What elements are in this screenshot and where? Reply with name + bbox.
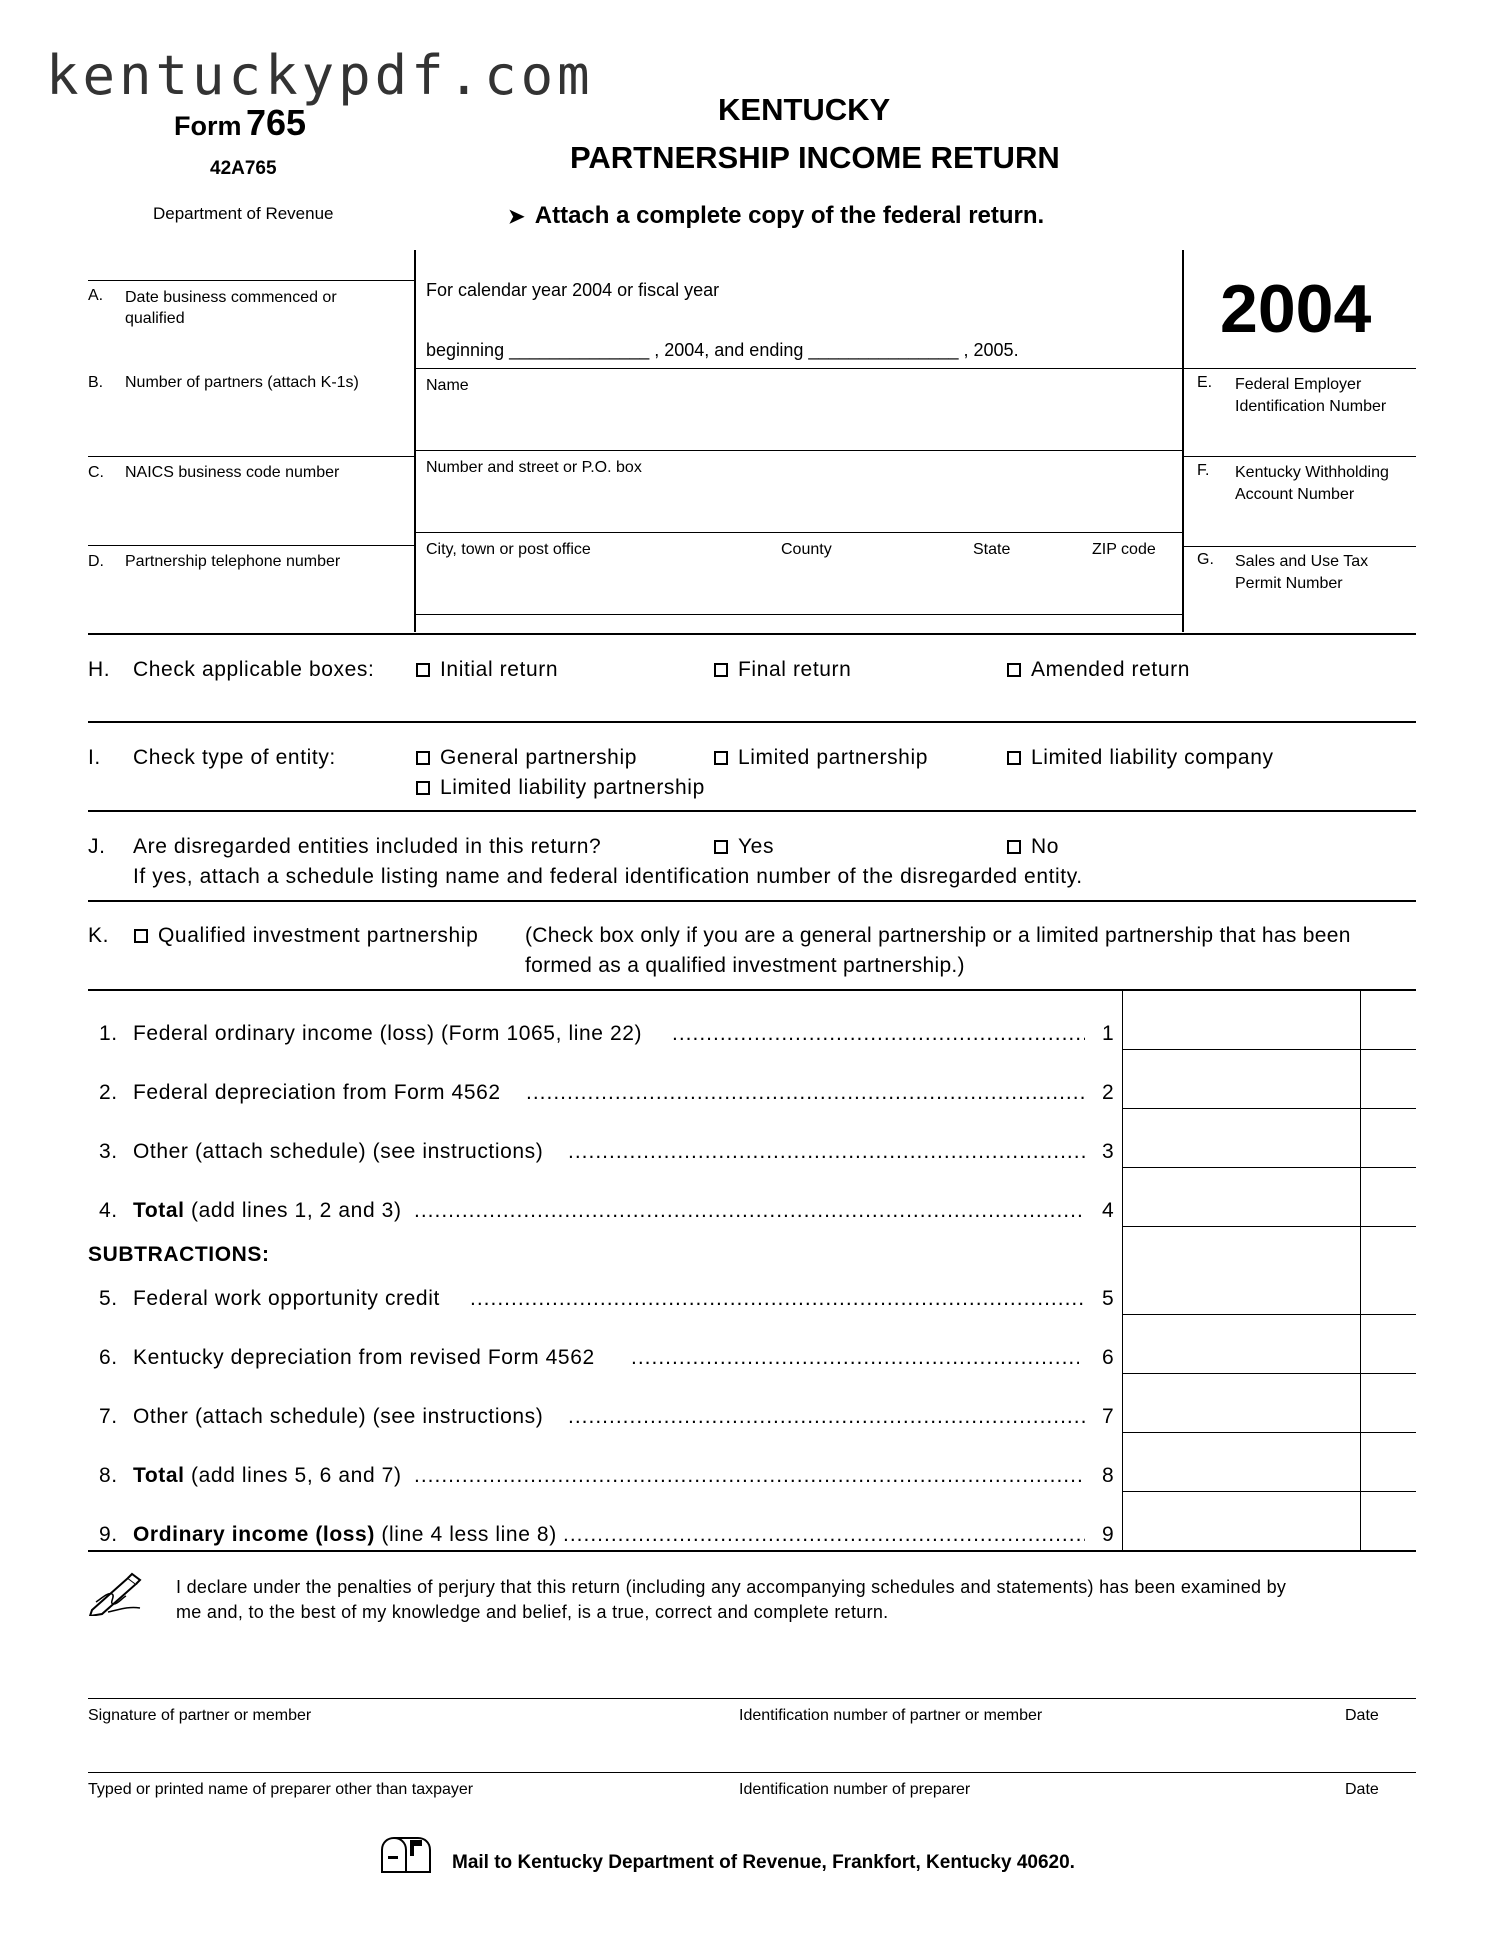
leader-dots bbox=[414, 1464, 1085, 1488]
divider bbox=[88, 989, 1416, 991]
line-ref: 1 bbox=[1102, 1022, 1115, 1045]
mailbox-icon bbox=[380, 1836, 432, 1881]
line-ref: 6 bbox=[1102, 1346, 1115, 1369]
divider bbox=[414, 614, 1182, 615]
leader-dots bbox=[568, 1405, 1085, 1429]
no-label: No bbox=[1031, 835, 1060, 858]
field-f-letter: F. bbox=[1197, 462, 1210, 479]
divider bbox=[1122, 1049, 1416, 1050]
line-text bbox=[133, 1523, 557, 1547]
checkbox-square[interactable] bbox=[714, 840, 728, 854]
line-text bbox=[133, 1464, 402, 1488]
street-field-label: Number and street or P.O. box bbox=[426, 459, 642, 476]
line-desc: Federal ordinary income (loss) (Form 1065, line 22) bbox=[133, 1022, 643, 1045]
section-j-letter: J. bbox=[88, 835, 106, 858]
divider bbox=[1122, 1167, 1416, 1168]
field-b-label: Number of partners (attach K-1s) bbox=[125, 374, 359, 391]
line-desc: (add lines 5, 6 and 7) bbox=[191, 1464, 402, 1487]
field-g-letter: G. bbox=[1197, 551, 1214, 568]
line-desc: Kentucky depreciation from revised Form 4562 bbox=[133, 1346, 595, 1369]
line-number: 3. bbox=[99, 1140, 118, 1163]
line-ref: 2 bbox=[1102, 1081, 1115, 1104]
section-i-letter: I. bbox=[88, 746, 101, 769]
form-word: Form bbox=[174, 111, 242, 141]
leader-dots bbox=[414, 1199, 1085, 1223]
line-number: 4. bbox=[99, 1199, 118, 1222]
field-c-letter: C. bbox=[88, 464, 104, 481]
cents-column-border bbox=[1360, 990, 1361, 1550]
section-h-letter: H. bbox=[88, 658, 111, 681]
leader-dots bbox=[526, 1081, 1085, 1105]
divider bbox=[1122, 1314, 1416, 1315]
amended-return-label: Amended return bbox=[1031, 658, 1190, 681]
line-9-amount[interactable] bbox=[1130, 1523, 1350, 1549]
name-field-label: Name bbox=[426, 377, 469, 394]
line-number: 5. bbox=[99, 1287, 118, 1310]
limited-partnership-checkbox[interactable] bbox=[714, 746, 928, 770]
watermark: kentuckypdf.com bbox=[46, 44, 594, 107]
attach-note bbox=[508, 202, 1044, 230]
pen-signature-icon bbox=[88, 1572, 144, 1621]
subtractions-heading: SUBTRACTIONS: bbox=[88, 1243, 270, 1266]
attach-note-text: Attach a complete copy of the federal return. bbox=[534, 202, 1045, 229]
divider bbox=[88, 280, 414, 281]
line-desc: (add lines 1, 2 and 3) bbox=[191, 1199, 402, 1222]
divider bbox=[414, 450, 1182, 451]
section-j-label: Are disregarded entities included in this return? bbox=[133, 835, 602, 858]
field-g-label: Sales and Use Tax Permit Number bbox=[1235, 553, 1369, 592]
line-4-amount[interactable] bbox=[1130, 1199, 1350, 1225]
divider bbox=[88, 900, 1416, 902]
line-desc: Federal depreciation from Form 4562 bbox=[133, 1081, 501, 1104]
line-text bbox=[133, 1199, 402, 1223]
divider bbox=[88, 721, 1416, 723]
form-number: 765 bbox=[245, 102, 307, 143]
line-desc: (line 4 less line 8) bbox=[381, 1523, 557, 1546]
line-text bbox=[133, 1022, 642, 1046]
mail-to-text: Mail to Kentucky Department of Revenue, Frankfort, Kentucky 40620. bbox=[452, 1852, 1075, 1873]
divider bbox=[1122, 1108, 1416, 1109]
line-ref: 4 bbox=[1102, 1199, 1115, 1222]
line-5-amount[interactable] bbox=[1130, 1287, 1350, 1313]
final-return-checkbox[interactable] bbox=[714, 658, 851, 682]
initial-return-label: Initial return bbox=[440, 658, 559, 681]
tax-year: 2004 bbox=[1220, 271, 1372, 347]
llp-checkbox[interactable] bbox=[416, 776, 705, 800]
form-title-line1: KENTUCKY bbox=[718, 92, 891, 127]
divider bbox=[1182, 546, 1416, 547]
divider bbox=[88, 633, 1416, 635]
section-i-label: Check type of entity: bbox=[133, 746, 336, 769]
limited-partnership-label: Limited partnership bbox=[738, 746, 928, 769]
form-title-line2: PARTNERSHIP INCOME RETURN bbox=[570, 140, 1060, 175]
line-ref: 7 bbox=[1102, 1405, 1115, 1428]
city-field-label: City, town or post office bbox=[426, 541, 591, 558]
divider bbox=[88, 810, 1416, 812]
line-text bbox=[133, 1140, 543, 1164]
line-7-amount[interactable] bbox=[1130, 1405, 1350, 1431]
divider bbox=[1182, 250, 1184, 632]
divider bbox=[88, 456, 414, 457]
line-ref: 3 bbox=[1102, 1140, 1115, 1163]
zip-field-label: ZIP code bbox=[1092, 541, 1156, 558]
department-label: Department of Revenue bbox=[153, 204, 334, 223]
line-desc: Other (attach schedule) (see instructions) bbox=[133, 1405, 544, 1428]
line-bold: Ordinary income (loss) bbox=[133, 1523, 375, 1546]
divider bbox=[88, 545, 414, 546]
divider bbox=[414, 250, 416, 632]
checkbox-square[interactable] bbox=[1007, 751, 1021, 765]
llp-label: Limited liability partnership bbox=[440, 776, 705, 799]
line-number: 6. bbox=[99, 1346, 118, 1369]
qip-checkbox[interactable] bbox=[134, 924, 478, 948]
divider bbox=[1182, 456, 1416, 457]
line-ref: 8 bbox=[1102, 1464, 1115, 1487]
form-label bbox=[174, 102, 306, 144]
line-ref: 5 bbox=[1102, 1287, 1115, 1310]
section-k-letter: K. bbox=[88, 924, 110, 947]
section-j-note: If yes, attach a schedule listing name and federal identification number of the disregarded entity. bbox=[133, 865, 1083, 888]
line-8-amount[interactable] bbox=[1130, 1464, 1350, 1490]
date-label: Date bbox=[1345, 1707, 1379, 1724]
checkbox-square[interactable] bbox=[134, 929, 148, 943]
line-number: 7. bbox=[99, 1405, 118, 1428]
leader-dots bbox=[631, 1346, 1079, 1370]
yes-label: Yes bbox=[738, 835, 775, 858]
declaration-line-2: me and, to the best of my knowledge and belief, is a true, correct and complete return. bbox=[176, 1602, 889, 1622]
line-number: 2. bbox=[99, 1081, 118, 1104]
field-e-letter: E. bbox=[1197, 374, 1213, 391]
section-k-note-2: formed as a qualified investment partnership.) bbox=[525, 954, 965, 977]
checkbox-square[interactable] bbox=[714, 751, 728, 765]
field-c-label: NAICS business code number bbox=[125, 464, 340, 481]
field-a-letter: A. bbox=[88, 287, 104, 304]
leader-dots bbox=[672, 1022, 1085, 1046]
initial-return-checkbox[interactable] bbox=[416, 658, 558, 682]
county-field-label: County bbox=[781, 541, 832, 558]
amount-column-border bbox=[1122, 990, 1123, 1550]
divider bbox=[1122, 1373, 1416, 1374]
line-number: 8. bbox=[99, 1464, 118, 1487]
qip-label: Qualified investment partnership bbox=[158, 924, 479, 947]
no-checkbox[interactable] bbox=[1007, 835, 1059, 859]
divider bbox=[1122, 1491, 1416, 1492]
final-return-label: Final return bbox=[738, 658, 852, 681]
line-2-amount[interactable] bbox=[1130, 1081, 1350, 1107]
line-ref: 9 bbox=[1102, 1523, 1115, 1546]
line-1-amount[interactable] bbox=[1130, 1022, 1350, 1048]
divider bbox=[88, 1550, 1416, 1552]
form-code: 42A765 bbox=[210, 158, 277, 179]
line-3-amount[interactable] bbox=[1130, 1140, 1350, 1166]
checkbox-square[interactable] bbox=[1007, 840, 1021, 854]
general-partnership-label: General partnership bbox=[440, 746, 638, 769]
line-desc: Other (attach schedule) (see instructions) bbox=[133, 1140, 544, 1163]
divider bbox=[414, 368, 1416, 369]
declaration-line-1: I declare under the penalties of perjury that this return (including any accompanying schedules and statements) has been examined by bbox=[176, 1577, 1287, 1597]
line-desc: Federal work opportunity credit bbox=[133, 1287, 440, 1310]
preparer-id-label: Identification number of preparer bbox=[739, 1781, 971, 1798]
arrow-icon: ➤ bbox=[508, 206, 525, 228]
preparer-line[interactable] bbox=[88, 1772, 1416, 1773]
field-b-letter: B. bbox=[88, 374, 104, 391]
leader-dots bbox=[568, 1140, 1085, 1164]
line-text bbox=[133, 1081, 501, 1105]
field-a-label: Date business commenced or qualified bbox=[125, 289, 337, 327]
field-d-letter: D. bbox=[88, 553, 104, 570]
field-f-label: Kentucky Withholding Account Number bbox=[1235, 464, 1389, 503]
line-6-amount[interactable] bbox=[1130, 1346, 1350, 1372]
line-number: 9. bbox=[99, 1523, 118, 1546]
section-k-note-1: (Check box only if you are a general partnership or a limited partnership that has been bbox=[525, 924, 1351, 947]
line-text bbox=[133, 1405, 543, 1429]
amended-return-checkbox[interactable] bbox=[1007, 658, 1190, 682]
state-field-label: State bbox=[973, 541, 1011, 558]
divider bbox=[414, 532, 1182, 533]
checkbox-square[interactable] bbox=[1007, 663, 1021, 677]
checkbox-square[interactable] bbox=[416, 663, 430, 677]
field-d-label: Partnership telephone number bbox=[125, 553, 341, 570]
field-e-label: Federal Employer Identification Number bbox=[1235, 376, 1387, 415]
checkbox-square[interactable] bbox=[416, 751, 430, 765]
divider bbox=[1122, 1226, 1416, 1227]
fiscal-period-line[interactable]: beginning ______________ , 2004, and ending _______________ , 2005. bbox=[426, 340, 1019, 360]
divider bbox=[1122, 1432, 1416, 1433]
line-text bbox=[133, 1287, 440, 1311]
leader-dots bbox=[563, 1523, 1085, 1547]
general-partnership-checkbox[interactable] bbox=[416, 746, 637, 770]
line-text bbox=[133, 1346, 595, 1370]
llc-label: Limited liability company bbox=[1031, 746, 1274, 769]
line-bold: Total bbox=[133, 1464, 185, 1487]
preparer-name-label: Typed or printed name of preparer other than taxpayer bbox=[88, 1781, 474, 1798]
line-number: 1. bbox=[99, 1022, 118, 1045]
yes-checkbox[interactable] bbox=[714, 835, 774, 859]
calendar-year-label: For calendar year 2004 or fiscal year bbox=[426, 280, 720, 300]
checkbox-square[interactable] bbox=[416, 781, 430, 795]
llc-checkbox[interactable] bbox=[1007, 746, 1274, 770]
date-label: Date bbox=[1345, 1781, 1379, 1798]
signature-label: Signature of partner or member bbox=[88, 1707, 312, 1724]
line-bold: Total bbox=[133, 1199, 185, 1222]
section-h-label: Check applicable boxes: bbox=[133, 658, 375, 681]
checkbox-square[interactable] bbox=[714, 663, 728, 677]
signature-line[interactable] bbox=[88, 1698, 1416, 1699]
partner-id-label: Identification number of partner or member bbox=[739, 1707, 1043, 1724]
leader-dots bbox=[470, 1287, 1085, 1311]
